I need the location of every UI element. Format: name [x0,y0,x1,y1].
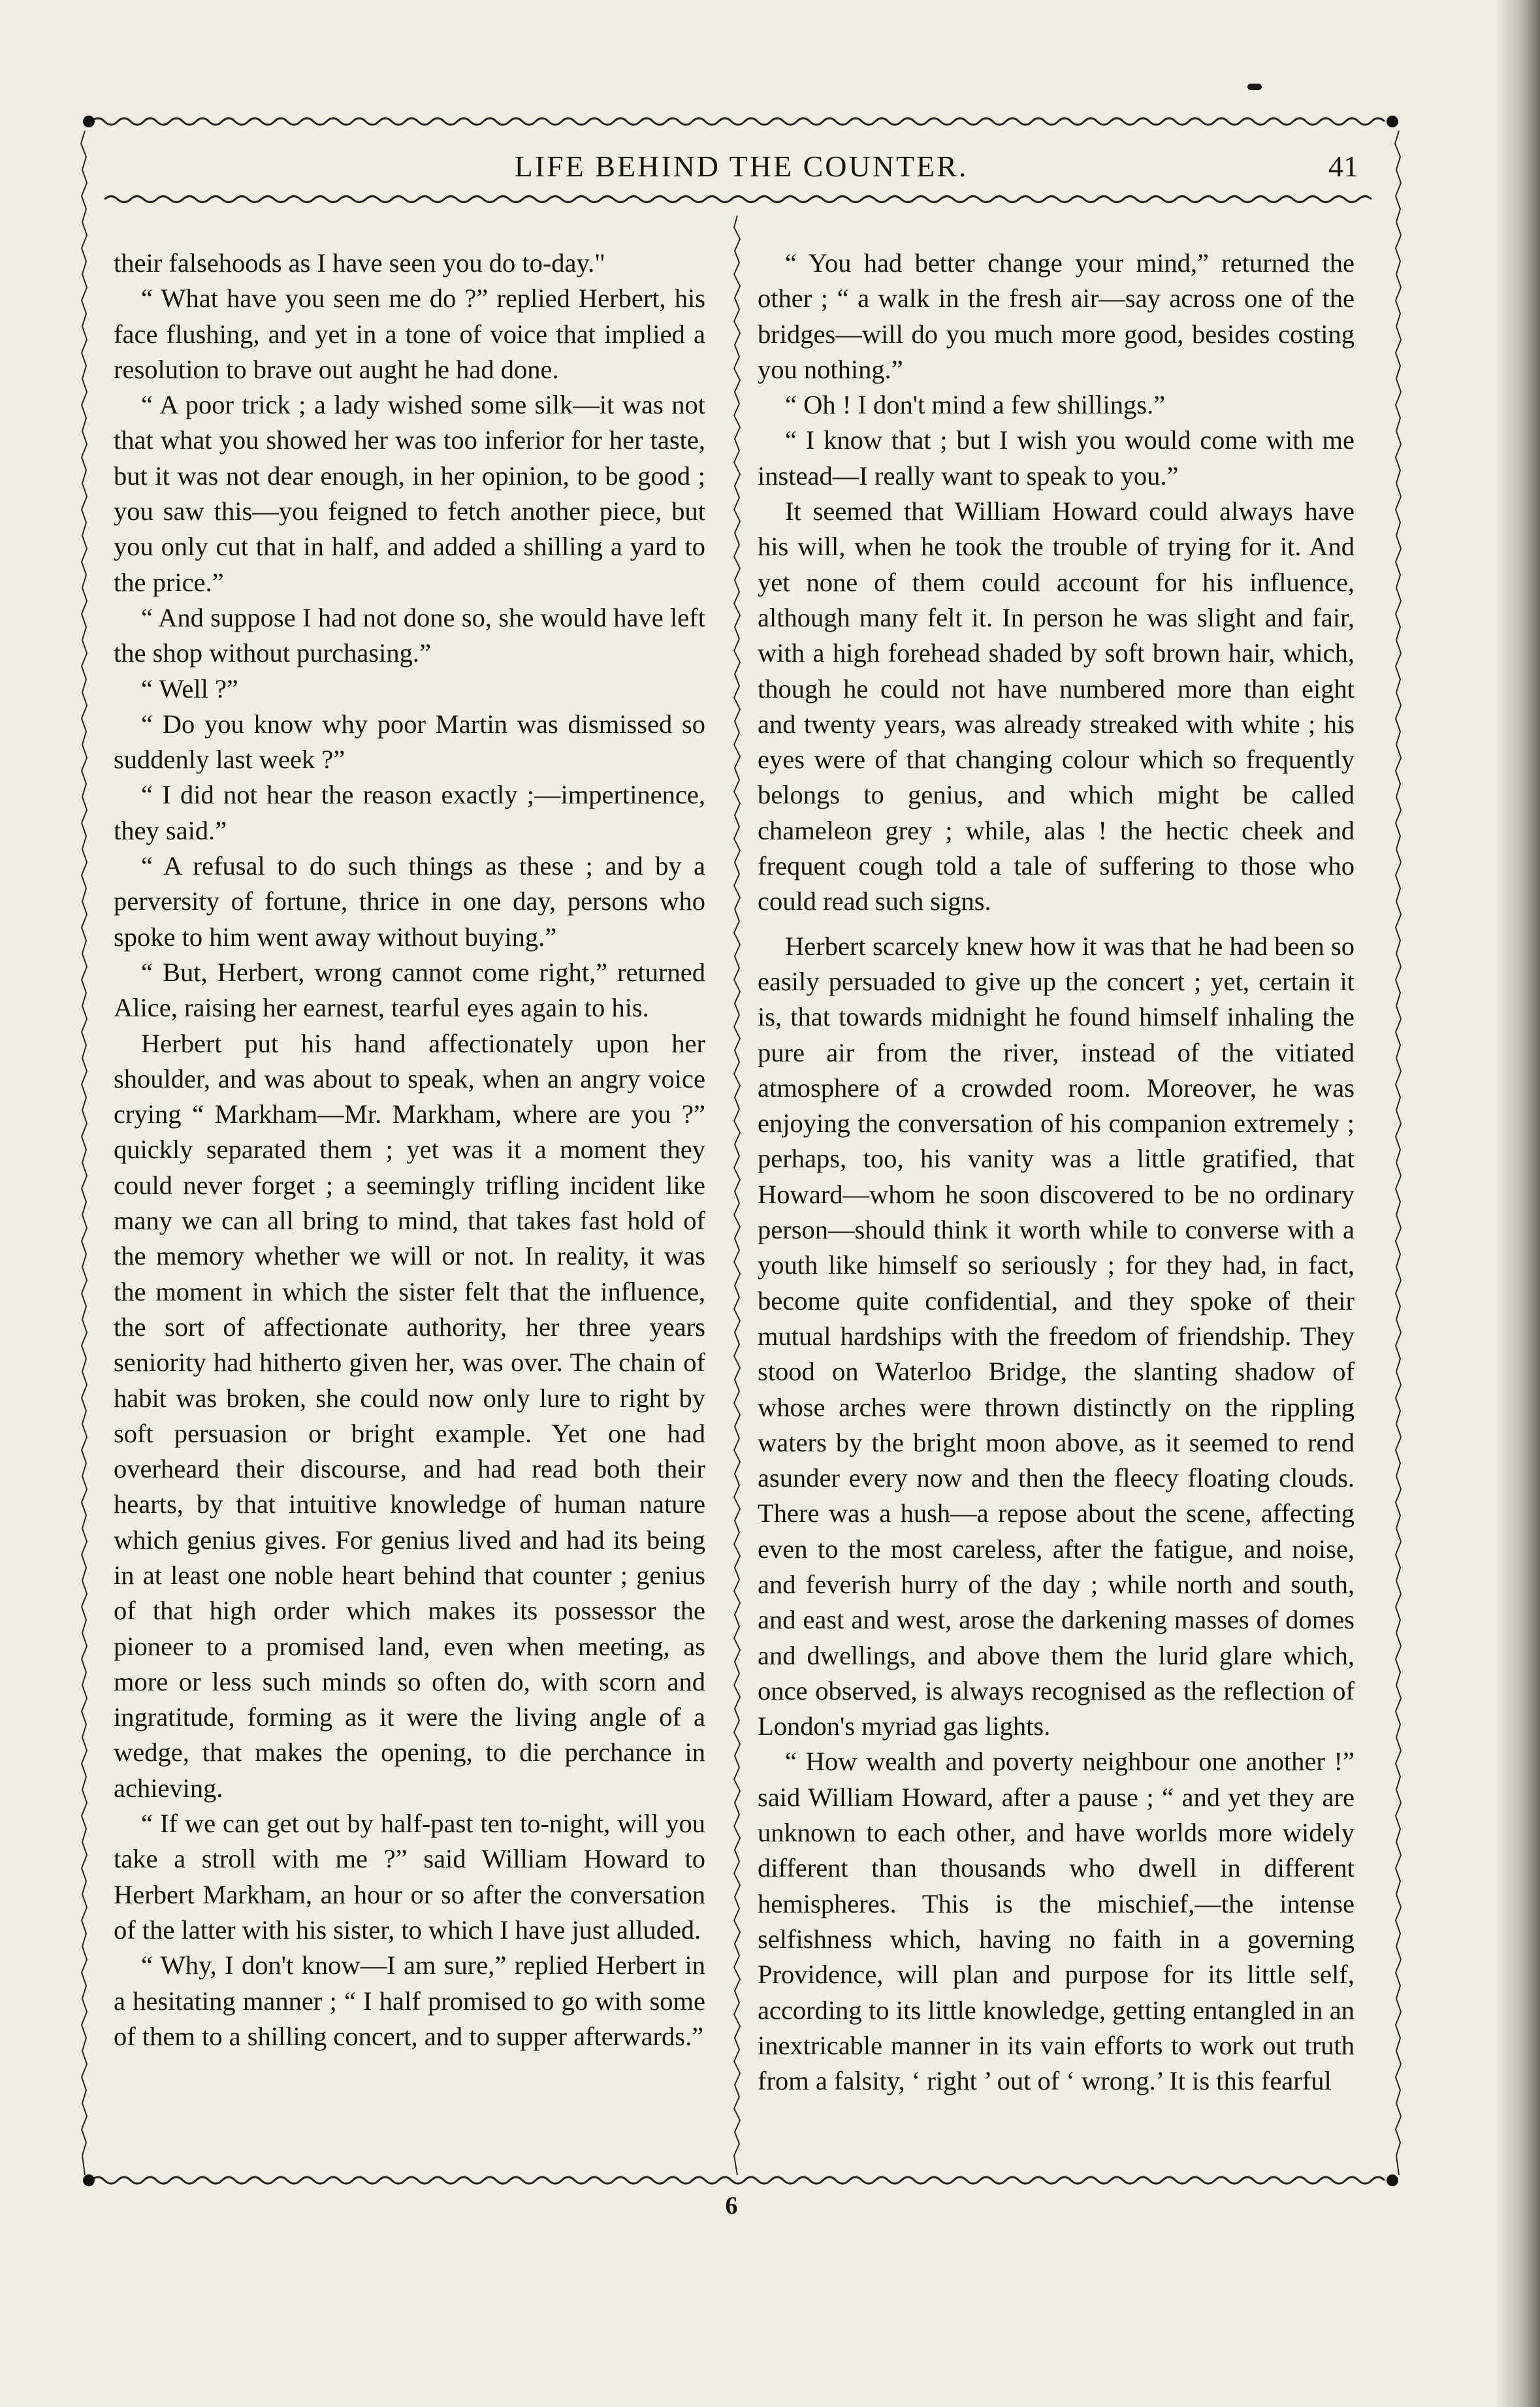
paragraph: “ A poor trick ; a lady wished some silk—it was not that what you showed her was too inferior for her taste, but it was not dear enough, in her opinion, to be good ; you saw this—you feigned to fetch another piece, but you only cut that in half, and added a shilling a yard to the price.” [114,390,705,597]
paragraph: Herbert put his hand affectionately upon her shoulder, and was about to speak, when an angry voice crying “ Markham—Mr. Markham, where are you ?” quickly separated them ; yet was it a moment they could never forget ; a seemingly trifling incident like many we can all bring to mind, that takes fast hold of the memory whether we will or not. In reality, it was the moment in which the sister felt that the influence, the sort of affectionate authority, her three years seniority had hitherto given her, was over. The chain of habit was broken, she could now only lure to right by soft persuasion or bright example. Yet one had overheard their discourse, and had read both their hearts, by that intuitive knowledge of human nature which genius gives. For genius lived and had its being in at least one noble heart behind that counter ; genius of that high order which makes its possessor the pioneer to a promised land, even when meeting, as more or less such minds so often do, with scorn and ingratitude, forming as it were the living angle of a wedge, that makes the opening, to die perchance in achieving. [114,1028,705,1803]
paragraph: “ I did not hear the reason exactly ;—impertinence, they said.” [114,780,705,845]
page-edge-shadow [1494,0,1540,2407]
signature-mark: 6 [725,2192,738,2220]
paragraph: It seemed that William Howard could always have his will, when he took the trouble of trying for it. And yet none of them could account for his influence, although many felt it. In person he was slight and fair, with a high forehead shaded by soft brown hair, which, though he could not have numbered more than eight and twenty years, was already streaked with white ; his eyes were of that changing colour which so frequently belongs to genius, and which might be called chameleon grey ; while, alas ! the hectic cheek and frequent cough told a tale of suffering to those who could read such signs. [758,496,1355,916]
running-head [98,142,1385,195]
right-ornamental-border [1391,131,1407,2175]
right-column [758,246,1355,2099]
page-number: 41 [1328,150,1358,183]
paragraph: “ But, Herbert, wrong cannot come right,” returned Alice, raising her earnest, tearful eyes again to his. [114,957,705,1023]
paragraph: “ And suppose I had not done so, she would have left the shop without purchasing.” [114,602,705,668]
paragraph: “ Why, I don't know—I am sure,” replied Herbert in a hesitating manner ; “ I half promised to go with some of them to a shilling concert, and to supper afterwards.” [114,1950,705,2051]
paragraph: “ A refusal to do such things as these ; and by a perversity of fortune, thrice in one day, persons who spoke to him went away without buying.” [114,851,705,952]
paragraph: “ Oh ! I don't mind a few shillings.” [785,390,1166,420]
top-ornamental-rule [78,110,1404,133]
paragraph: Herbert scarcely knew how it was that he had been so easily persuaded to give up the concert ; yet, certain it is, that towards midnight he found himself inhaling the pure air from the river, instead of the vitiated atmosphere of a crowded room. Moreover, he was enjoying the conversation of his companion extremely ; perhaps, too, his vanity was a little gratified, that Howard—whom he soon discovered to be no ordinary person—should think it worth while to converse with a youth like himself so seriously ; for they had, in fact, become quite confidential, and they spoke of their mutual hardships with the freedom of friendship. They stood on Waterloo Bridge, the slanting shadow of whose arches were thrown distinctly on the rippling waters by the bright moon above, as it seemed to rend asunder every now and then the fleecy floating clouds. There was a hush—a repose about the scene, affecting even to the most careless, after the fatigue, and noise, and feverish hurry of the day ; while north and south, and east and west, arose the darkening masses of domes and dwellings, and above them the lurid glare which, once observed, is always recognised as the reflection of London's myriad gas lights. [758,931,1355,1741]
paragraph: “ How wealth and poverty neighbour one another !” said William Howard, after a pause ; “ and yet they are unknown to each other, and have worlds more widely different than thousands who dwell in different hemispheres. This is the mischief,—the intense selfishness which, having no faith in a governing Providence, will plan and purpose for its little self, according to its little knowledge, getting entangled in an inextricable manner in its vain efforts to work out truth from a falsity, ‘ right ’ out of ‘ wrong.’ It is this fearful [758,1747,1355,2096]
paragraph: “ If we can get out by half-past ten to-night, will you take a stroll with me ?” said William Howard to Herbert Markham, an hour or so after the conversation of the latter with his sister, to which I have just alluded. [114,1809,705,1945]
ink-speck [1247,84,1262,90]
paragraph: their falsehoods as I have seen you do to-day." [114,248,605,278]
left-ornamental-border [77,131,93,2175]
paragraph: “ Well ?” [141,673,238,703]
paragraph: “ I know that ; but I wish you would come with me instead—I really want to speak to you.” [758,425,1355,491]
left-column [114,246,705,2054]
column-divider [730,216,745,2175]
paragraph: “ Do you know why poor Martin was dismissed so suddenly last week ?” [114,709,705,775]
bottom-ornamental-rule [78,2169,1404,2192]
paragraph: “ What have you seen me do ?” replied Herbert, his face flushing, and yet in a tone of voice that implied a resolution to brave out aught he had done. [114,283,705,384]
running-title: LIFE BEHIND THE COUNTER. [514,150,969,183]
paragraph: “ You had better change your mind,” returned the other ; “ a walk in the fresh air—say across one of the bridges—will do you much more good, besides costing you nothing.” [758,248,1355,384]
